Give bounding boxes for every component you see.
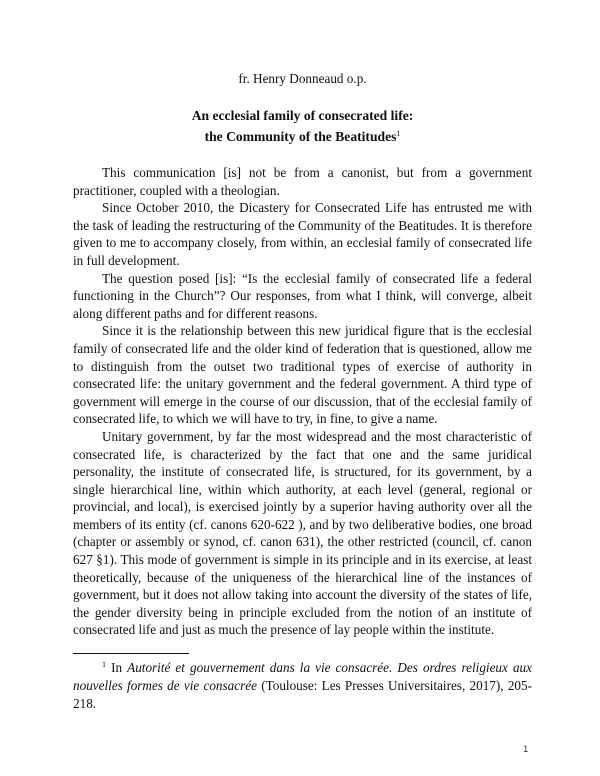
author-line: fr. Henry Donneaud o.p. (238, 71, 367, 86)
footnote-separator (73, 653, 189, 654)
footnote-marker: 1 (102, 660, 106, 669)
paragraph: This communication [is] not be from a canonist, but from a government practitioner, coupled with a theologian. (73, 165, 532, 198)
paragraph: Since October 2010, the Dicastery for Consecrated Life has entrusted me with the task of leading the restructuring of the Community of the Beatitudes. It is therefore given to me to accompany closely, from within, an ecclesial family of consecrated life in full development. (73, 200, 532, 268)
footnote-italic-title: Autorité et gouvernement dans la vie consacrée. Des ordres religieux aux nouvelles formes de vie consacrée (73, 660, 532, 693)
title-line-2-text: the Community of the Beatitudes (204, 129, 397, 144)
title-line-2 (73, 125, 532, 146)
paragraph: Since it is the relationship between this new juridical figure that is the ecclesial family of consecrated life and the older kind of federation that is questioned, allow me to distinguish from the outset two traditional types of exercise of authority in consecrated life: the unitary government and the federal government. A third type of government will emerge in the course of our discussion, that of the ecclesial family of consecrated life, to which we will have to try, in fine, to give a name. (73, 323, 532, 427)
footnote-prefix: In (106, 660, 128, 675)
footnote (73, 656, 532, 713)
page-number: 1 (523, 744, 529, 755)
title-line-1: An ecclesial family of consecrated life: (191, 108, 414, 123)
document-title (73, 107, 532, 146)
body-text (73, 164, 532, 639)
title-footnote-marker: 1 (396, 129, 401, 138)
footnote-suffix: (Toulouse: Les Presses Universitaires, 2017), 205-218. (73, 678, 532, 711)
paragraph: The question posed [is]: “Is the ecclesial family of consecrated life a federal functioning in the Church”? Our responses, from what I think, will converge, albeit along different paths and for different reasons. (73, 270, 532, 321)
paragraph: Unitary government, by far the most widespread and the most characteristic of consecrated life, is characterized by the fact that one and the same juridical personality, the institute of consecrated life, is structured, for its government, by a single hierarchical line, within which authority, at each level (general, regional or provincial, and local), is exercised jointly by a superior having authority over all the members of its entity (cf. canons 620-622 ), and by two deliberative bodies, one broad (chapter or assembly or synod, cf. canon 631), the other restricted (council, cf. canon 627 §1). This mode of government is simple in its principle and in its exercise, at least theoretically, because of the uniqueness of the hierarchical line of the instances of government, but it does not allow taking into account the diversity of the states of life, the gender diversity being in principle excluded from the notion of an institute of consecrated life and just as much the presence of lay people within the institute. (73, 428, 532, 638)
